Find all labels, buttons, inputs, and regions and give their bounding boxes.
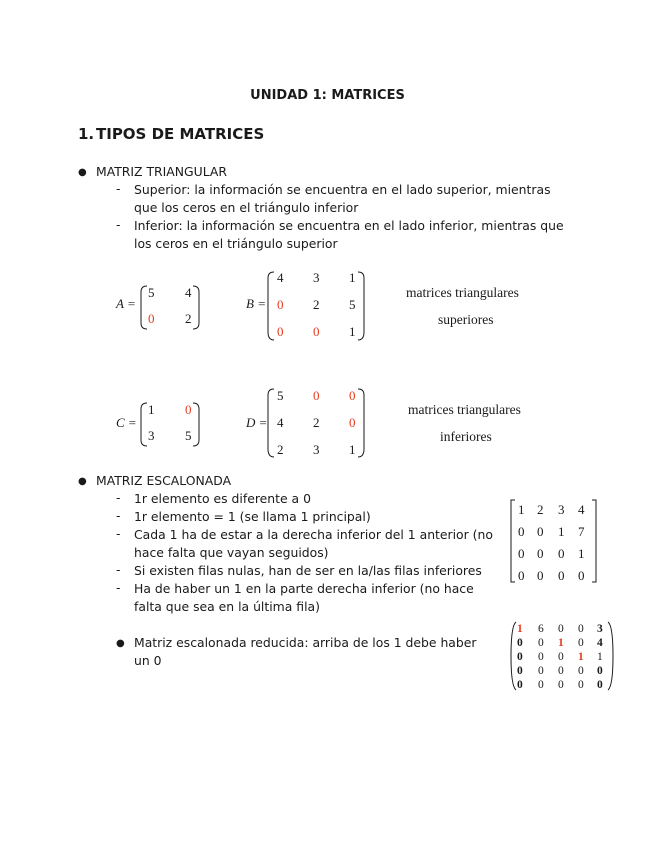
matrix-cell: 0 — [517, 679, 523, 691]
bracket-right — [358, 389, 364, 457]
matrix-cell: 0 — [578, 679, 584, 691]
caption-inferiores-2: inferiores — [440, 429, 492, 444]
matrix-cell: 1 — [148, 402, 155, 417]
matrix-cell: 0 — [538, 679, 544, 691]
matrix-cell: 0 — [538, 651, 544, 663]
matrix-cell: 6 — [538, 623, 544, 635]
matrix-cell: 4 — [578, 502, 585, 517]
matrix-cell: 2 — [277, 442, 284, 457]
matrix-cell: 1 — [578, 546, 585, 561]
matrix-cell: 0 — [597, 679, 603, 691]
matrix-cell: 0 — [558, 568, 565, 583]
list-item-cont: falta que sea en la última fila) — [134, 599, 320, 614]
matrix-cell: 0 — [518, 568, 525, 583]
matrix-cell: 0 — [537, 524, 544, 539]
matrix-cell: 0 — [578, 637, 584, 649]
bracket-left — [511, 500, 515, 582]
matrix-cell: 2 — [537, 502, 544, 517]
bracket-right — [358, 272, 364, 340]
matrix-cell: 0 — [558, 623, 564, 635]
matrix-b-label: B = — [246, 296, 266, 311]
section-title: TIPOS DE MATRICES — [96, 125, 265, 143]
list-item: Cada 1 ha de estar a la derecha inferior del 1 anterior (no — [134, 527, 493, 542]
matrix-c-label: C = — [116, 415, 137, 430]
bracket-left — [141, 403, 147, 446]
matrix-cell: 0 — [537, 568, 544, 583]
list-item: 1r elemento es diferente a 0 — [134, 491, 311, 506]
matrix-cell: 0 — [578, 665, 584, 677]
matrices-superiores — [110, 268, 540, 344]
matrix-cell-zero: 0 — [148, 311, 155, 326]
matrix-cell-pivot: 1 — [558, 637, 564, 649]
matrix-cell: 0 — [538, 637, 544, 649]
reducida-text-cont: un 0 — [134, 653, 162, 668]
dash-icon: - — [116, 217, 121, 232]
dash-icon: - — [116, 490, 121, 505]
matrix-cell: 5 — [277, 388, 284, 403]
matrix-cell: 4 — [597, 637, 603, 649]
list-item: Superior: la información se encuentra en el lado superior, mientras — [134, 182, 551, 197]
bracket-right — [608, 622, 613, 690]
bullet-icon: ● — [116, 638, 125, 649]
matrix-cell: 5 — [349, 297, 356, 312]
bracket-left — [511, 622, 516, 690]
escalonada-example-matrix — [508, 498, 600, 586]
matrix-d-label: D = — [246, 415, 268, 430]
matrix-cell: 7 — [578, 524, 585, 539]
page-title: UNIDAD 1: MATRICES — [250, 88, 405, 103]
list-item: Inferior: la información se encuentra en el lado inferior, mientras que — [134, 218, 564, 233]
matrix-cell-pivot: 1 — [578, 651, 584, 663]
dash-icon: - — [116, 181, 121, 196]
matrix-cell: 0 — [538, 665, 544, 677]
list-item: 1r elemento = 1 (se llama 1 principal) — [134, 509, 371, 524]
reducida-example-matrix — [508, 620, 618, 692]
matrix-cell: 0 — [517, 637, 523, 649]
matrix-cell: 4 — [185, 285, 192, 300]
dash-icon: - — [116, 580, 121, 595]
list-item: Si existen filas nulas, han de ser en la/las filas inferiores — [134, 563, 482, 578]
matrix-cell: 0 — [517, 651, 523, 663]
matrix-cell: 3 — [148, 428, 155, 443]
bracket-right — [592, 500, 596, 582]
matrix-cell: 1 — [558, 524, 565, 539]
matrix-cell: 3 — [558, 502, 565, 517]
matrix-cell: 0 — [558, 679, 564, 691]
caption-superiores-1: matrices triangulares — [406, 285, 519, 300]
bullet-icon: ● — [78, 167, 87, 178]
matrix-a-label: A = — [116, 296, 136, 311]
section-number: 1. — [78, 125, 95, 143]
matrix-cell: 0 — [558, 665, 564, 677]
matrix-cell-zero: 0 — [313, 324, 320, 339]
matrix-cell-zero: 0 — [349, 388, 356, 403]
dash-icon: - — [116, 526, 121, 541]
matrix-cell: 0 — [518, 546, 525, 561]
matrix-cell: 2 — [313, 297, 320, 312]
matrix-cell: 4 — [277, 415, 284, 430]
matrix-cell: 0 — [537, 546, 544, 561]
caption-superiores-2: superiores — [438, 312, 494, 327]
matrix-cell: 0 — [518, 524, 525, 539]
matrix-cell: 3 — [597, 623, 603, 635]
bracket-left — [268, 389, 274, 457]
matrix-cell: 5 — [185, 428, 192, 443]
matrix-cell-zero: 0 — [313, 388, 320, 403]
matrix-cell: 1 — [349, 324, 356, 339]
caption-inferiores-1: matrices triangulares — [408, 402, 521, 417]
dash-icon: - — [116, 508, 121, 523]
bracket-right — [193, 403, 199, 446]
matrix-cell: 2 — [313, 415, 320, 430]
matrix-cell: 1 — [349, 442, 356, 457]
matrix-cell-zero: 0 — [277, 324, 284, 339]
matrix-cell-zero: 0 — [349, 415, 356, 430]
matrix-cell: 0 — [558, 546, 565, 561]
matrix-cell: 2 — [185, 311, 192, 326]
escalonada-heading: MATRIZ ESCALONADA — [96, 473, 232, 488]
matrices-inferiores — [110, 385, 540, 461]
matrix-cell: 0 — [578, 568, 585, 583]
matrix-cell: 3 — [313, 442, 320, 457]
matrix-cell-pivot: 1 — [517, 623, 523, 635]
bracket-left — [141, 286, 147, 329]
list-item-cont: que los ceros en el triángulo inferior — [134, 200, 359, 215]
bullet-icon: ● — [78, 476, 87, 487]
bracket-right — [193, 286, 199, 329]
list-item-cont: hace falta que vayan seguidos) — [134, 545, 329, 560]
matrix-cell-zero: 0 — [277, 297, 284, 312]
reducida-text: Matriz escalonada reducida: arriba de los 1 debe haber — [134, 635, 477, 650]
matrix-cell: 3 — [313, 270, 320, 285]
list-item: Ha de haber un 1 en la parte derecha inferior (no hace — [134, 581, 474, 596]
matrix-cell: 0 — [578, 623, 584, 635]
matrix-cell: 5 — [148, 285, 155, 300]
matrix-cell: 0 — [597, 665, 603, 677]
matrix-cell: 1 — [349, 270, 356, 285]
triangular-heading: MATRIZ TRIANGULAR — [96, 164, 227, 179]
dash-icon: - — [116, 562, 121, 577]
matrix-cell: 1 — [518, 502, 525, 517]
matrix-cell: 1 — [597, 651, 603, 663]
matrix-cell: 0 — [558, 651, 564, 663]
matrix-cell-zero: 0 — [185, 402, 192, 417]
bracket-left — [268, 272, 274, 340]
list-item-cont: los ceros en el triángulo superior — [134, 236, 338, 251]
matrix-cell: 4 — [277, 270, 284, 285]
matrix-cell: 0 — [517, 665, 523, 677]
